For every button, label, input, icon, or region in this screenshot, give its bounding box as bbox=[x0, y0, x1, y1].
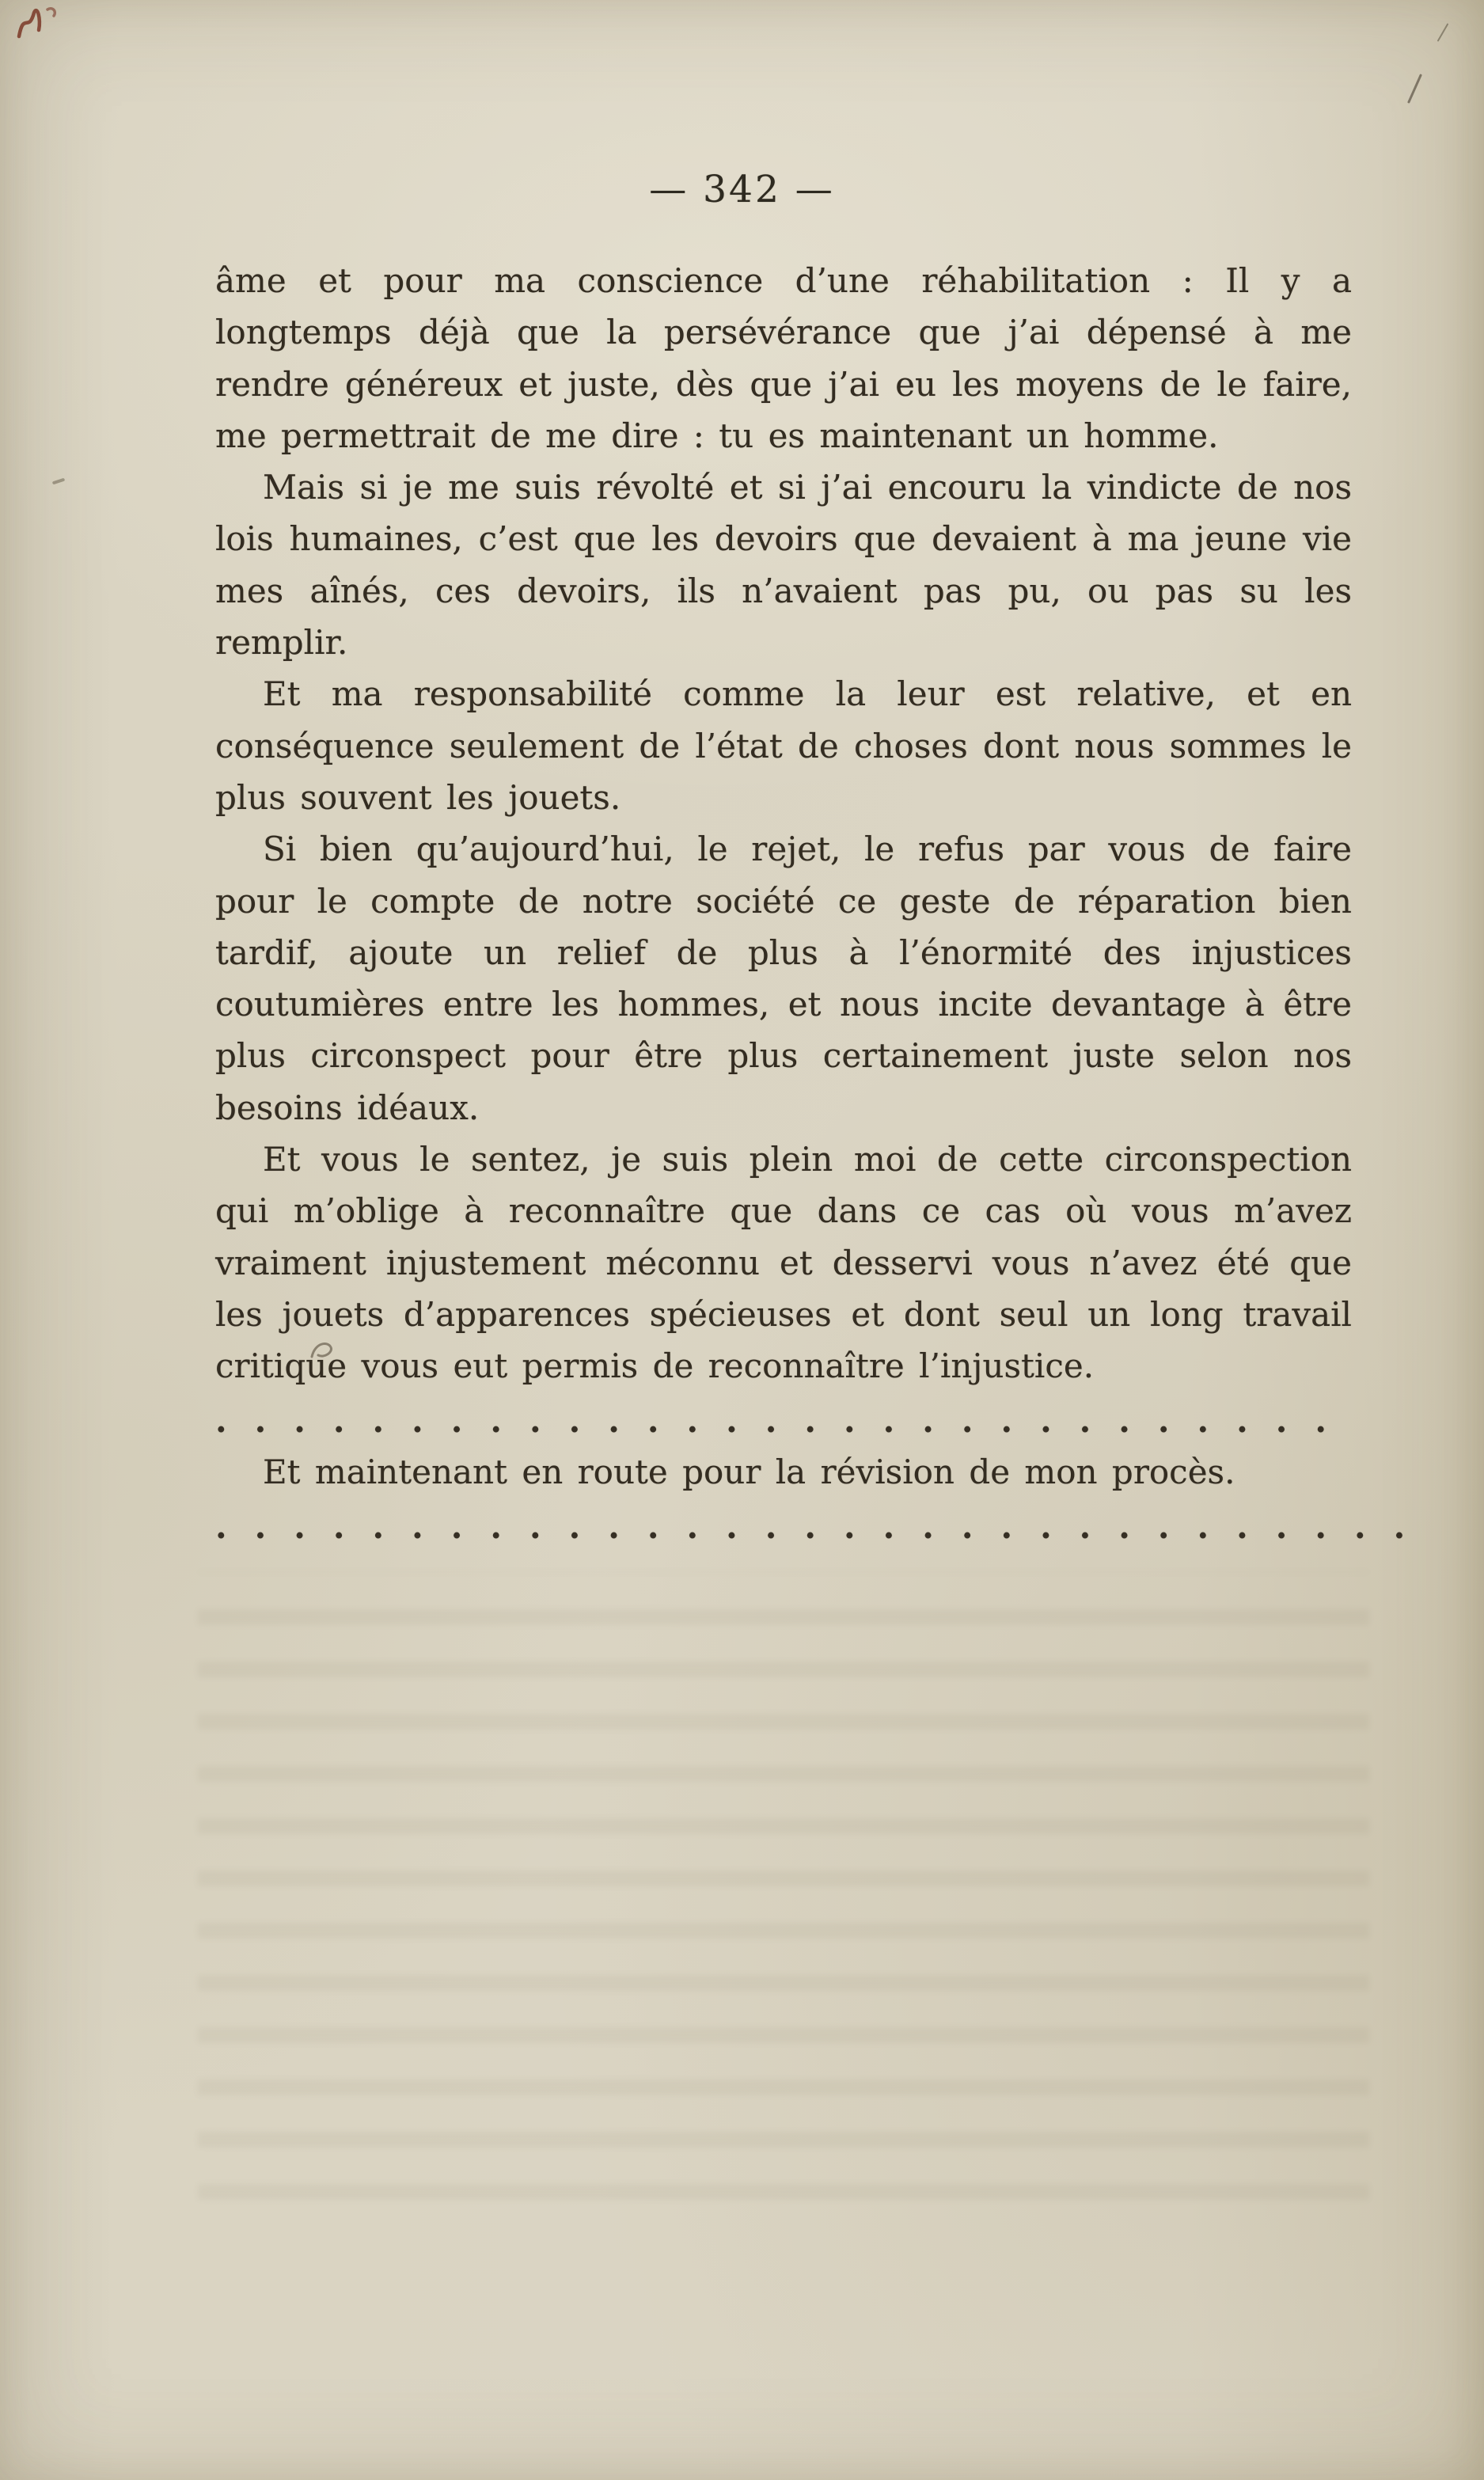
closing-paragraph: Et maintenant en route pour la révision de mon procès. bbox=[263, 1453, 1235, 1492]
page-number: — 342 — bbox=[649, 168, 835, 211]
ellipsis-separator: ............................. bbox=[215, 1400, 1355, 1440]
paragraph: Et vous le sentez, je suis plein moi de cette circonspection qui m’oblige à reconnaître que dans ce cas où vous m’avez vraiment injustement méconnu et desservi vous n’avez été que les jouets d’apparences spécieuses et dont seul un long travail critique vous eut permis de reconnaître l’injustice. bbox=[215, 1140, 1352, 1386]
reverse-page-show-through bbox=[198, 1571, 1369, 2228]
text-block bbox=[215, 255, 1433, 1553]
ink-slash-mark bbox=[1407, 74, 1422, 104]
paragraph-continuation: âme et pour ma conscience d’une réhabilitation : Il y a longtemps déjà que la persévérance que j’ai dépensé à me rendre généreux et juste, dès que j’ai eu les moyens de le faire, me permettrait de me dire : tu es maintenant un homme. bbox=[215, 261, 1352, 455]
paragraph: Si bien qu’aujourd’hui, le rejet, le refus par vous de faire pour le compte de notre société ce geste de réparation bien tardif, ajoute un relief de plus à l’énormité des injustices coutumières entre les hommes, et nous incite devantage à être plus circonspect pour être plus certainement juste selon nos besoins idéaux. bbox=[215, 830, 1352, 1127]
ink-scribble-mark bbox=[13, 3, 68, 47]
ink-slash-mark bbox=[1437, 23, 1449, 42]
ellipsis-separator: ............................... bbox=[215, 1506, 1433, 1546]
paragraph: Mais si je me suis révolté et si j’ai encouru la vindicte de nos lois humaines, c’est que les devoirs que devaient à ma jeune vie mes aînés, ces devoirs, ils n’avaient pas pu, ou pas su les remplir. bbox=[215, 468, 1352, 663]
margin-dash-mark bbox=[52, 478, 65, 485]
paragraph: Et ma responsabilité comme la leur est relative, et en conséquence seulement de l’état de choses dont nous sommes le plus souvent les jouets. bbox=[215, 674, 1352, 817]
